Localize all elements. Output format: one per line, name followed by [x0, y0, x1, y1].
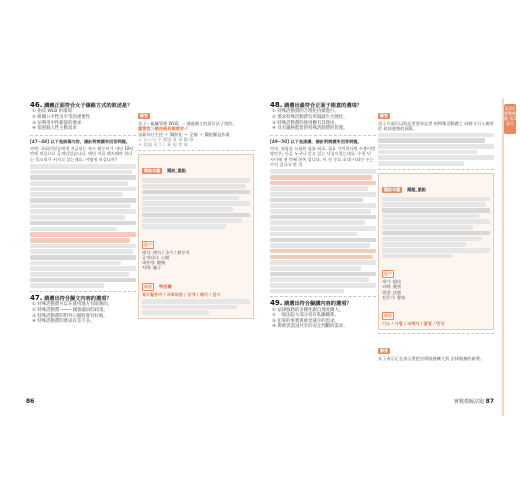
q48-answer-block: 解答 男子方面可以的記者要求記者 的特殊活動費之 同時又引入使用於 政府運營的預算。: [378, 102, 494, 166]
q47-option-3[interactable]: ③ 特殊活動費的對外公開將會有好處。: [32, 313, 108, 319]
divider: [270, 135, 376, 136]
q49-option-1[interactable]: ① 法律服務的多種化跟自理度擴大。: [272, 307, 344, 313]
q49-answer-block: 解答 女子表示正在表示要把法律服務擴大到 法律服務的新增。: [378, 347, 485, 361]
q49-option-4[interactable]: ④ 與被害證詞共享的安定判斷的需求。: [272, 324, 348, 330]
page-footer-right: [454, 398, 494, 405]
q47-option-2[interactable]: ② 特殊活動費 ──── 國會議員的政策。: [32, 308, 108, 313]
q47-option-1[interactable]: ① 特殊活動費可以在使用地方有限制的。: [32, 302, 112, 308]
chapter-side-tab: 第2回 實戰模擬 第3部分: [504, 104, 516, 134]
passage-body-lines: [270, 169, 376, 293]
q46-option-4[interactable]: ④ 依照個人性主動追求: [32, 126, 77, 132]
right-page: [264, 98, 496, 416]
divider: [30, 291, 136, 292]
left-question-column: [30, 102, 136, 325]
question-47: 47. 請選出符合擬文內容的選項？: [30, 294, 112, 302]
right-answer-column: [378, 102, 494, 361]
q46-answer-block: 解答 女子－組織管理 WLB，－通過調立的某位法子第的。 重要性＞路法既有源要求＜ 良薪為日生控 ＋ 醫院化 ＋ 全額 ＋ 醫院權益作業 ＊ 以公司 平 環境 事 項 醫 療 ＊ 提議 更立了 新 規 者 補: [138, 113, 237, 148]
question-46: 46. 講義正面符合女子線路方式的敘述是？: [30, 101, 133, 109]
answer-badge: 解答: [140, 113, 148, 118]
q49-option-3[interactable]: ③ 犯罪的事實與被害減少的需求。: [272, 318, 339, 324]
divider: [30, 135, 136, 136]
q48-option-1[interactable]: ① 特殊活動費的合理化持續進行。: [272, 109, 339, 115]
q46-option-3[interactable]: ③ 佔利用中性薪資的要求: [32, 120, 82, 126]
study-note-box: 擬設本題 擬題_重點 擬字 제기: 提出 피해: 被害 법정: 法庭 전문가: 專家 關鍵 기소 / 사법 / 피해자 / 불법 / 반성: [378, 173, 494, 330]
passage-text: 파면: 국회의원들에게 지급되는 특수 활동비가 내년 18년 만에 처음으로 공개되었습니다. 매년 이를 폐지해야 한다는 목소리가 커지고 있는데요. 어떻게 보십니까?: [30, 146, 134, 162]
page-number: 86: [26, 398, 35, 405]
q46-option-2[interactable]: ② 組織公平性及平等的重要性: [32, 115, 91, 120]
study-note-box: 開設本題 擬設_重點 擬字 폐지: 폐지 / 국가 / 활동비 공개되다: 公開 대통령: 總統 치매: 瘋子 關鍵 特活費 특수활동비 / 국회의원 / 공개 / 폐지 / 감시: [138, 154, 254, 319]
q49-option-2[interactable]: ② 一般法院大部分持有私聯關系。: [272, 313, 339, 319]
study-note-lines: [142, 178, 250, 228]
q48-option-3[interactable]: ③ 特殊活動費的使用應有其理由。: [272, 120, 339, 126]
divider: [138, 150, 254, 151]
left-page: [24, 98, 256, 416]
page-number: 87: [485, 398, 494, 405]
q48-option-4[interactable]: ④ 具有嚴格監督的特殊活動費的管理。: [272, 126, 348, 132]
page-footer-left: [26, 398, 34, 405]
section-range-47-48: [47~48] 以下是該篇內容，請針對閱讀來回答問題。: [30, 138, 131, 144]
q46-option-1[interactable]: ① 指向 WLB 的環境: [32, 109, 72, 115]
passage-body-lines: [30, 164, 136, 288]
side-strip: [502, 98, 504, 416]
answer-badge: 解答: [380, 113, 388, 118]
divider: [270, 296, 376, 297]
footer-title: 實戰模擬試題: [454, 399, 485, 405]
right-question-column: [270, 102, 376, 330]
q48-option-2[interactable]: ② 要求特殊活動費有所減減少合理化。: [272, 115, 348, 120]
divider: [378, 333, 494, 334]
question-48: 48. 請選出最符合正面子眼意的選項？: [270, 101, 362, 109]
question-49: 49. 請選出符合擬講內容的選項？: [270, 299, 352, 308]
q47-option-4[interactable]: ④ 特殊活動費的發表有差不多。: [32, 319, 95, 325]
passage-text: 여자: 영화를 녹화한 필름 최초, 필요 기억한다면 수출이면 방안은, 등을 누구나 알고 있는 사실이었는데요. 수천 년 사이에 첫 번째 한옥 입니다. 이 전 중요 초대 사회인 수는 수익 있다고 한 것: [270, 146, 376, 167]
section-range-49-50: [49~50] 以下是演講，請針對閱讀來回答問題。: [270, 138, 362, 144]
left-answer-column: [138, 102, 254, 319]
divider: [378, 169, 494, 170]
